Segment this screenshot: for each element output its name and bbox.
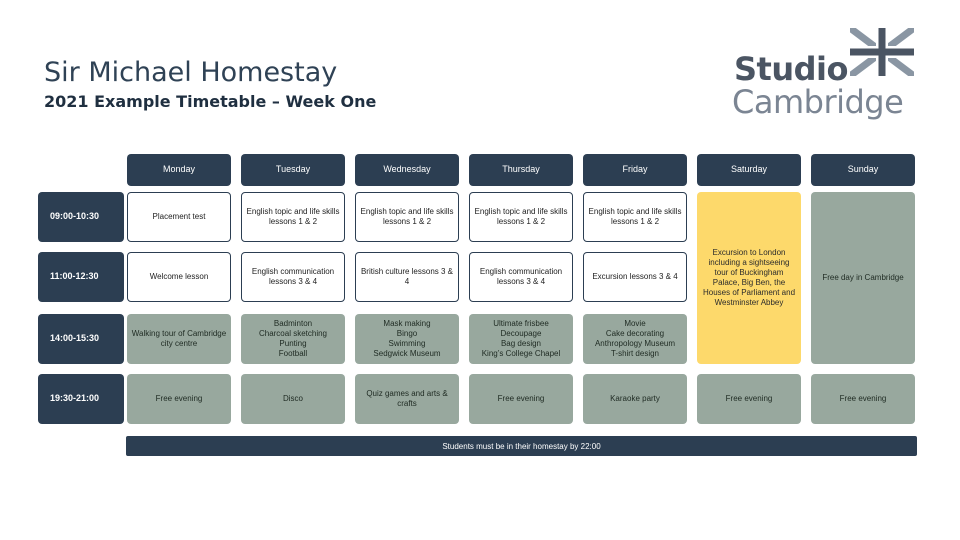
activity-cell: Free evening — [127, 374, 231, 424]
activity-cell: Mask making Bingo Swimming Sedgwick Museum — [355, 314, 459, 364]
day-header-sunday: Sunday — [811, 154, 915, 186]
day-header-saturday: Saturday — [697, 154, 801, 186]
activity-cell: Free evening — [811, 374, 915, 424]
day-header-tuesday: Tuesday — [241, 154, 345, 186]
activity-cell: Excursion lessons 3 & 4 — [583, 252, 687, 302]
time-slot: 14:00-15:30 — [38, 314, 124, 364]
activity-cell: Quiz games and arts & crafts — [355, 374, 459, 424]
activity-cell: Badminton Charcoal sketching Punting Football — [241, 314, 345, 364]
activity-cell: English topic and life skills lessons 1 & 2 — [469, 192, 573, 242]
activity-cell: Disco — [241, 374, 345, 424]
day-header-wednesday: Wednesday — [355, 154, 459, 186]
logo-text-cambridge: Cambridge — [732, 83, 904, 121]
timetable-footer-note: Students must be in their homestay by 22:00 — [126, 436, 917, 456]
day-header-monday: Monday — [127, 154, 231, 186]
union-flag-icon — [850, 28, 914, 76]
sunday-free-day-block: Free day in Cambridge — [811, 192, 915, 364]
activity-cell: English topic and life skills lessons 1 & 2 — [355, 192, 459, 242]
activity-cell: Walking tour of Cambridge city centre — [127, 314, 231, 364]
logo-text-studio: Studio — [734, 50, 848, 88]
activity-cell: Free evening — [469, 374, 573, 424]
activity-cell: English topic and life skills lessons 1 & 2 — [241, 192, 345, 242]
activity-cell: English topic and life skills lessons 1 & 2 — [583, 192, 687, 242]
activity-cell: Placement test — [127, 192, 231, 242]
activity-cell: Free evening — [697, 374, 801, 424]
activity-cell: Karaoke party — [583, 374, 687, 424]
day-header-friday: Friday — [583, 154, 687, 186]
studio-cambridge-logo — [726, 28, 926, 124]
day-header-thursday: Thursday — [469, 154, 573, 186]
page-title: Sir Michael Homestay — [44, 57, 338, 88]
time-slot: 19:30-21:00 — [38, 374, 124, 424]
time-slot: 09:00-10:30 — [38, 192, 124, 242]
saturday-excursion-block: Excursion to London including a sightseeing tour of Buckingham Palace, Big Ben, the Houses of Parliament and Westminster Abbey — [697, 192, 801, 364]
activity-cell: British culture lessons 3 & 4 — [355, 252, 459, 302]
activity-cell: English communication lessons 3 & 4 — [469, 252, 573, 302]
activity-cell: Movie Cake decorating Anthropology Museum T-shirt design — [583, 314, 687, 364]
page-subtitle: 2021 Example Timetable – Week One — [44, 92, 377, 111]
activity-cell: Welcome lesson — [127, 252, 231, 302]
activity-cell: English communication lessons 3 & 4 — [241, 252, 345, 302]
time-slot: 11:00-12:30 — [38, 252, 124, 302]
activity-cell: Ultimate frisbee Decoupage Bag design King’s College Chapel — [469, 314, 573, 364]
